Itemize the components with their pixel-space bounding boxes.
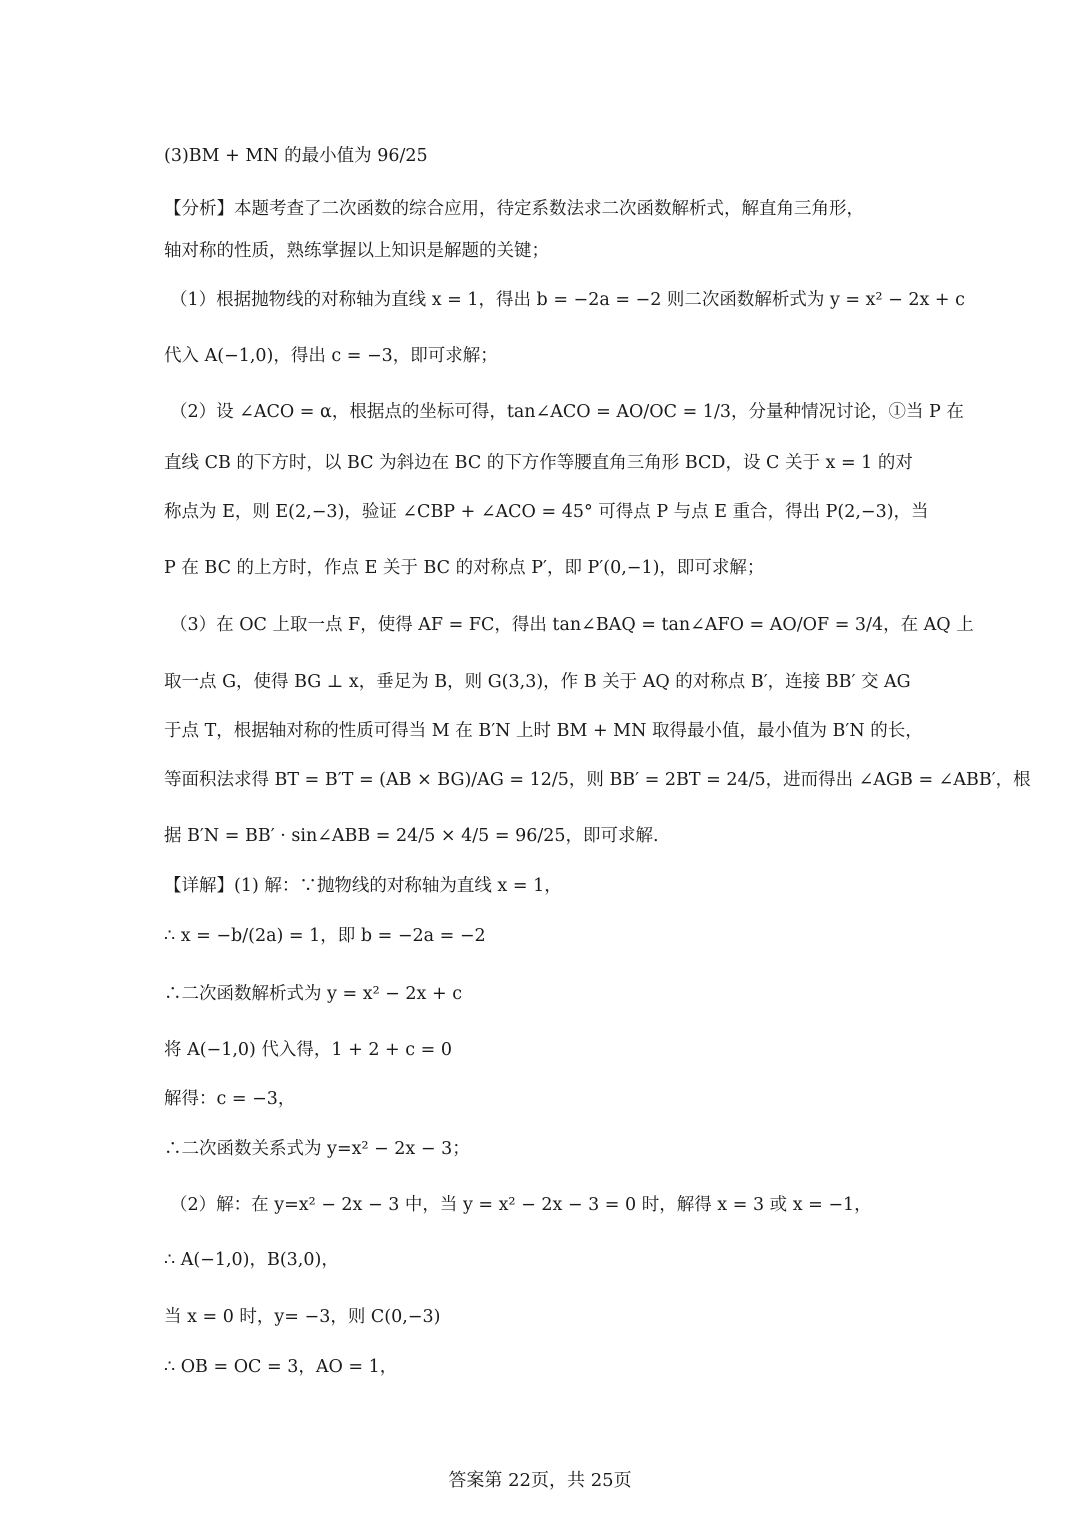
text-line-20: ∴二次函数关系式为 y=x² − 2x − 3； [164,1139,470,1159]
text-line-19: 解得：c = −3， [164,1089,296,1109]
text-line-17: ∴二次函数解析式为 y = x² − 2x + c [164,984,463,1004]
text-line-3: 轴对称的性质，熟练掌握以上知识是解题的关键； [164,241,549,261]
text-line-4: （1）根据抛物线的对称轴为直线 x = 1，得出 b = −2a = −2 则二次函数解析式为 y = x² − 2x + c [170,290,965,310]
text-line-6: （2）设 ∠ACO = α，根据点的坐标可得，tan∠ACO = AO/OC = 1/3，分量种情况讨论，①当 P 在 [170,402,964,422]
text-line-1: (3)BM + MN 的最小值为 96/25 [164,146,428,166]
text-line-7: 直线 CB 的下方时，以 BC 为斜边在 BC 的下方作等腰直角三角形 BCD，设 C 关于 x = 1 的对 [164,453,913,473]
text-line-24: ∴ OB = OC = 3，AO = 1， [164,1357,398,1377]
text-line-14: 据 B′N = BB′ · sin∠ABB = 24/5 × 4/5 = 96/25，即可求解. [164,826,659,846]
text-line-15: 【详解】(1) 解：∵抛物线的对称轴为直线 x = 1， [164,876,562,896]
text-line-8: 称点为 E，则 E(2,−3)，验证 ∠CBP + ∠ACO = 45° 可得点 P 与点 E 重合，得出 P(2,−3)，当 [164,502,929,522]
text-line-23: 当 x = 0 时，y= −3，则 C(0,−3) [164,1307,441,1327]
text-line-10: （3）在 OC 上取一点 F，使得 AF = FC，得出 tan∠BAQ = tan∠AFO = AO/OF = 3/4，在 AQ 上 [170,615,974,635]
text-line-18: 将 A(−1,0) 代入得，1 + 2 + c = 0 [164,1040,452,1060]
text-line-5: 代入 A(−1,0)，得出 c = −3，即可求解； [164,346,498,366]
page-footer: 答案第 22页，共 25页 [448,1470,632,1491]
text-line-12: 于点 T，根据轴对称的性质可得当 M 在 B′N 上时 BM + MN 取得最小值，最小值为 B′N 的长， [164,721,923,741]
text-line-21: （2）解：在 y=x² − 2x − 3 中，当 y = x² − 2x − 3 = 0 时，解得 x = 3 或 x = −1， [170,1195,872,1215]
text-line-13: 等面积法求得 BT = B′T = (AB × BG)/AG = 12/5，则 BB′ = 2BT = 24/5，进而得出 ∠AGB = ∠ABB′，根 [164,770,1031,790]
text-line-11: 取一点 G，使得 BG ⊥ x，垂足为 B，则 G(3,3)，作 B 关于 AQ 的对称点 B′，连接 BB′ 交 AG [164,672,911,692]
text-line-9: P 在 BC 的上方时，作点 E 关于 BC 的对称点 P′，即 P′(0,−1)，即可求解； [164,558,765,578]
text-line-22: ∴ A(−1,0)，B(3,0)， [164,1250,339,1270]
text-line-16: ∴ x = −b/(2a) = 1，即 b = −2a = −2 [164,926,486,946]
text-line-2: 【分析】本题考查了二次函数的综合应用，待定系数法求二次函数解析式，解直角三角形， [164,199,864,219]
